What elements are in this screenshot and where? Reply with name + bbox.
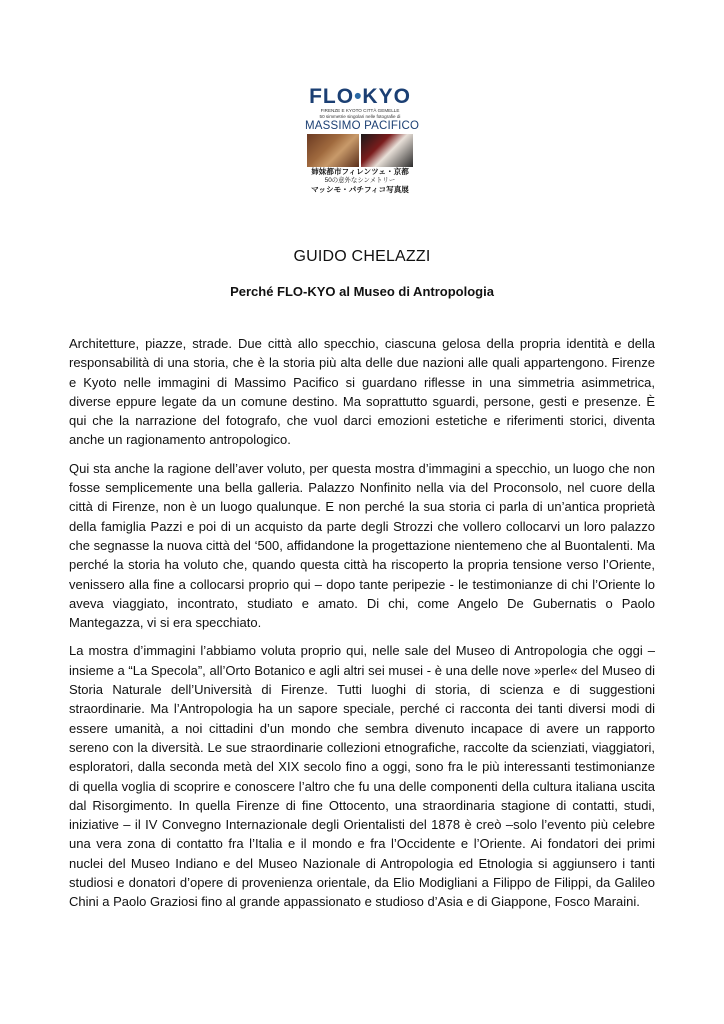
page-subtitle: Perché FLO-KYO al Museo di Antropologia [230,284,494,299]
logo-japanese-line2: 50の意外なシンメトリー [324,176,396,184]
logo-wordmark: FLO•KYO [309,85,411,108]
logo-artist-name: MASSIMO PACIFICO [305,120,420,132]
logo-japanese-line3: マッシモ・パチフィコ写真展 [311,184,409,194]
logo-photo-kyoto [361,134,413,167]
logo-subtitle-line1: FIRENZE E KYOTO CITTÀ GEMELLE [320,108,400,113]
paragraph: Qui sta anche la ragione dell’aver voluto, per questa mostra d’immagini a specchio, un luogo che non fosse semplicemente una bella galleria. Palazzo Nonfinito nella via del Proconsolo, nel cuore della città di Firenze, non è un luogo qualunque. E non perché la sua storia ci parla di un’antica proprietà della famiglia Pazzi e poi di un acquisto da parte degli Strozzi che vollero collocarvi un loro palazzo che segnasse la nuova città del ‘500, affidandone la progettazione nientemeno che al Buontalenti. Ma perché la storia ha voluto che, quando questa città ha riscoperto la propria tensione verso l’Oriente, venissero alla fine a collocarsi proprio qui – dopo tante peripezie - le testimonianze di chi l’Oriente lo aveva viaggiato, incontrato, studiato e amato. Di chi, come Angelo De Gubernatis o Paolo Mantegazza, vi si era specchiato. [69,460,655,631]
article-body [69,334,655,921]
logo-photos [305,134,415,167]
page-title: GUIDO CHELAZZI [293,248,431,265]
flokyo-logo [305,85,420,198]
logo-japanese-line1: 姉妹都市フィレンツェ・京都 [311,167,409,176]
logo-subtitle-line2: 50 simmetrie singolari nelle fotografie di [319,114,401,119]
paragraph: Architetture, piazze, strade. Due città allo specchio, ciascuna gelosa della propria identità e della responsabilità di una storia, che è la storia più alta delle due nazioni alle quali appartengono. Firenze e Kyoto nelle immagini di Massimo Pacifico si guardano riflesse in una simmetria asimmetrica, diverse eppure legate da un comune destino. Ma soprattutto sguardi, persone, gesti e presenze. È qui che la narrazione del fotografo, che vuol darci emozioni estetiche e riferimenti storici, diventa anche un ragionamento antropologico. [69,336,655,448]
paragraph: La mostra d’immagini l’abbiamo voluta proprio qui, nelle sale del Museo di Antropologia che oggi – insieme a “La Specola”, all’Orto Botanico e agli altri sei musei - è una delle nove »perle« del Museo di Storia Naturale dell’Università di Firenze. Tutti luoghi di storia, di scienza e di suggestioni straordinarie. Ma l’Antropologia ha un sapore speciale, perché ci racconta dei tanti diversi modi di essere umanità, a noi cittadini d’un mondo che sembra divenuto incapace di avere un rapporto sereno con la diversità. Le sue straordinarie collezioni etnografiche, raccolte da scienziati, viaggiatori, esploratori, dalla seconda metà del XIX secolo fino a oggi, sono fra le più interessanti testimonianze di quella voglia di scoprire e conoscere l’altro che fu una delle componenti della cultura italiana uscita dal Risorgimento. In quella Firenze di fine Ottocento, una straordinaria stagione di contatti, studi, iniziative – il IV Convegno Internazionale degli Orientalisti del 1878 è creò –solo l’evento più celebre una vera zona di contatto fra l’Italia e il mondo e fra l’Occidente e l’Oriente. Ai fondatori dei primi nuclei del Museo Indiano e del Museo Nazionale di Antropologia ed Etnologia si aggiunsero i tanti studiosi e donatori d’opere di provenienza orientale, da Elio Modigliani a Filippo de Filippi, da Galileo Chini a Paolo Graziosi fino al grande appassionato e studioso d’Asia e di Giappone, Fosco Maraini. [69,643,655,910]
logo-photo-florence [307,134,359,167]
